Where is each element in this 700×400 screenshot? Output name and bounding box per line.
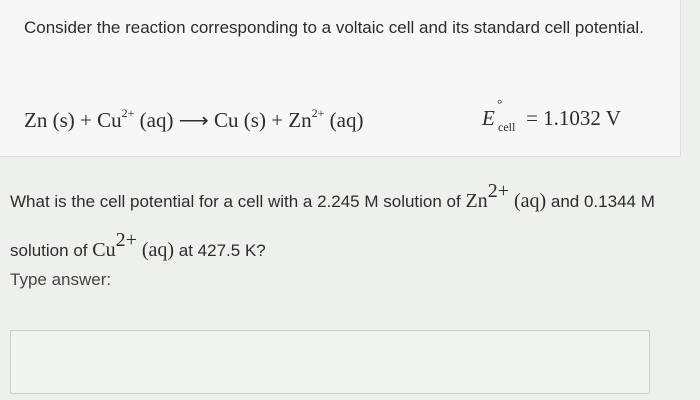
question-ion2-state: (aq) (136, 239, 175, 261)
ecell-symbol: E (482, 106, 495, 130)
reaction-left1: Zn (s) + Cu (24, 108, 122, 132)
ecell-subscript: cell (498, 120, 516, 134)
question-text (10, 172, 698, 270)
reaction-charge2: 2+ (311, 106, 325, 120)
answer-label: Type answer: (10, 270, 112, 289)
standard-cell-potential (482, 96, 621, 134)
question-ion1: Zn (465, 190, 488, 212)
question-part1: What is the cell potential for a cell with a 2.245 M solution of (10, 192, 466, 211)
ecell-degree: ° (497, 96, 503, 111)
problem-intro: Consider the reaction corresponding to a voltaic cell and its standard cell potential. (24, 18, 644, 37)
reaction-right: (aq) (324, 108, 364, 132)
question-card (0, 0, 681, 157)
question-ion2-charge: 2+ (115, 229, 137, 251)
question-part3: at 427.5 K? (174, 241, 266, 260)
answer-input[interactable] (10, 330, 650, 394)
reaction-charge1: 2+ (121, 106, 135, 120)
reaction-equation (24, 106, 363, 133)
question-ion1-state: (aq) (508, 190, 547, 212)
ecell-symbol-group (482, 96, 516, 134)
ecell-value: = 1.1032 V (526, 106, 621, 130)
question-ion2: Cu (92, 239, 116, 261)
reaction-left2: (aq) ⟶ Cu (s) + Zn (134, 108, 312, 132)
question-ion1-charge: 2+ (487, 180, 509, 202)
question-part2: and 0.1344 M solution of (10, 192, 655, 260)
